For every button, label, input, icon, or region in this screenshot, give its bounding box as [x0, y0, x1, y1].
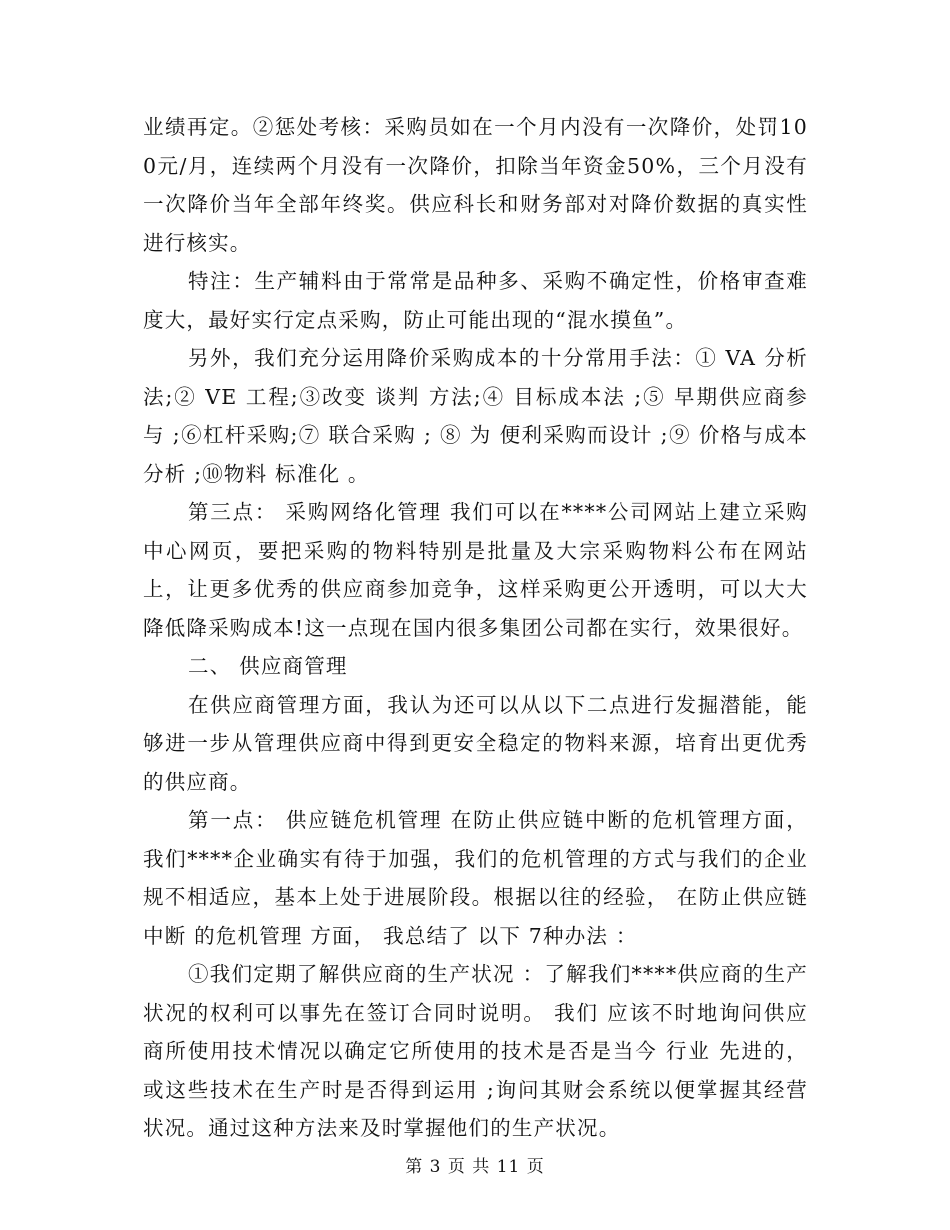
section-heading: 二、 供应商管理 [188, 654, 348, 678]
paragraph-1: 业绩再定。②惩处考核：采购员如在一个月内没有一次降价，处罚100元/月，连续两个月没有一次降价，扣除当年资金50%，三个月没有一次降价当年全部年终奖。供应科长和财务部对对降价数据的真实性进行核实。 [143, 115, 808, 255]
document-body [143, 108, 808, 1148]
page-footer: 第 3 页 共 11 页 [405, 1157, 545, 1177]
paragraph-7: 第一点： 供应链危机管理 在防止供应链中断的危机管理方面，我们****企业确实有待于加强，我们的危机管理的方式与我们的企业规不相适应，基本上处于进展阶段。根据以往的经验， 在防止供应链中断 的危机管理 方面， 我总结了 以下 7种办法 ： [143, 808, 808, 948]
paragraph-2: 特注：生产辅料由于常常是品种多、采购不确定性，价格审查难度大，最好实行定点采购，防止可能出现的“混水摸鱼”。 [143, 269, 808, 332]
paragraph-3: 另外，我们充分运用降价采购成本的十分常用手法：① VA 分析法;② VE 工程;③改变 谈判 方法;④ 目标成本法 ;⑤ 早期供应商参 与 ;⑥杠杆采购;⑦ 联合采购 ; ⑧ 为 便利采购而设计 ;⑨ 价格与成本分析 ;⑩物料 标准化 。 [143, 346, 808, 486]
paragraph-6: 在供应商管理方面，我认为还可以从以下二点进行发掘潜能，能够进一步从管理供应商中得到更安全稳定的物料来源，培育出更优秀的供应商。 [143, 692, 808, 794]
paragraph-8: ①我们定期了解供应商的生产状况 ：了解我们****供应商的生产状况的权利可以事先在签订合同时说明。 我们 应该不时地询问供应商所使用技术情况以确定它所使用的技术是否是当今 行业 先进的，或这些技术在生产时是否得到运用 ;询问其财会系统以便掌握其经营状况。通过这种方法来及时掌握他们的生产状况。 [143, 962, 808, 1140]
paragraph-4: 第三点： 采购网络化管理 我们可以在****公司网站上建立采购中心网页，要把采购的物料特别是批量及大宗采购物料公布在网站上，让更多优秀的供应商参加竞争，这样采购更公开透明，可以大大降低降采购成本!这一点现在国内很多集团公司都在实行，效果很好。 [143, 500, 808, 640]
